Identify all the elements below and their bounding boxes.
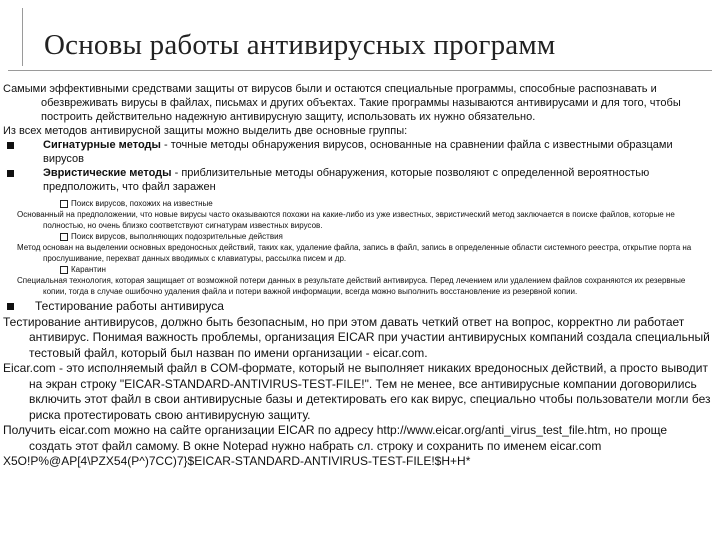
square-bullet-icon (7, 142, 14, 149)
groups-intro: Из всех методов антивирусной защиты можно выделить две основные группы: (3, 125, 408, 137)
hollow-square-bullet-icon (60, 200, 68, 208)
heuristic-item-label: Поиск вирусов, выполняющих подозрительные действия (3, 231, 711, 242)
hollow-square-bullet-icon (60, 233, 68, 241)
method-signature (3, 138, 711, 166)
title-vertical-rule (22, 8, 23, 66)
intro-paragraph: Самыми эффективными средствами защиты от вирусов были и остаются специальные программы, способные распознавать и обезвреживать вирусы в файлах, письмах и других объектах. Такие программы называются антивирусами и для того, чтобы построить действительно надежную антивирусную защиту, использовать их нужно обязательно. (3, 83, 681, 123)
slide-content (3, 82, 711, 470)
testing-paragraph: Eicar.com - это исполняемый файл в COM-формате, который не выполняет никаких вредоносных действий, а просто выводит на экран строку "EICAR-STANDARD-ANTIVIRUS-TEST-FILE!". Тем не менее, все антивирусные компании договорились включить этот файл в свои антивирусные базы и детектировать его как вирус, специально чтобы пользователи могли без риска протестировать свою антивирусную защиту. (3, 361, 711, 422)
heuristic-item-label: Карантин (3, 264, 711, 275)
heuristic-item-text: Специальная технология, которая защищает от возможной потери данных в результате действий антивируса. Перед лечением или удалением файлов сохраняются их резервные копии, тогда в случае ошибочно удаления файла и потери важной информации, всегда можно выполнить восстановление из резервной копии. (17, 276, 686, 296)
method-term: Сигнатурные методы (43, 139, 161, 151)
title-horizontal-rule (8, 70, 712, 71)
square-bullet-icon (7, 170, 14, 177)
testing-paragraph: Получить eicar.com можно на сайте организации EICAR по адресу http://www.eicar.org/anti_virus_test_file.htm, но проще создать этот файл самому. В окне Notepad нужно набрать сл. строку и сохранить по именем eicar.com (3, 423, 668, 453)
method-term: Эвристические методы (43, 167, 172, 179)
testing-paragraph: Тестирование антивирусов, должно быть безопасным, но при этом давать четкий ответ на вопрос, корректно ли работает антивирус. Понимая важность проблемы, организация EICAR при участии антивирусных компаний создала специальный тестовый файл, который был назван по имени организации - eicar.com. (3, 314, 710, 360)
heuristics-list (3, 198, 711, 297)
slide-title: Основы работы антивирусных программ (44, 29, 556, 61)
hollow-square-bullet-icon (60, 266, 68, 274)
method-text: - приблизительные методы обнаружения, которые позволяют с определенной вероятностью предположить, что файл заражен (43, 167, 650, 193)
heuristic-item-label: Поиск вирусов, похожих на известные (3, 198, 711, 209)
eicar-test-string: X5O!P%@AP[4\PZX54(P^)7CC)7}$EICAR-STANDARD-ANTIVIRUS-TEST-FILE!$H+H* (3, 454, 471, 468)
square-bullet-icon (7, 303, 14, 310)
heuristic-item-text: Основанный на предположении, что новые вирусы часто оказываются похожи на какие-либо из уже известных, эвристический метод заключается в поиске файлов, которые не полностью, но очень близко соответствуют сигнатурам известных вирусов. (17, 210, 675, 230)
heuristic-item-text: Метод основан на выделении основных вредоносных действий, таких как, удаление файла, запись в файл, запись в определенные области системного реестра, открытие порта на прослушивание, перехват данных вводимых с клавиатуры, рассылка писем и др. (17, 243, 692, 263)
method-heuristic (3, 166, 711, 194)
testing-heading: Тестирование работы антивируса (3, 299, 711, 315)
method-text: - точные методы обнаружения вирусов, основанные на сравнении файла с известными образцами вирусов (43, 139, 673, 165)
